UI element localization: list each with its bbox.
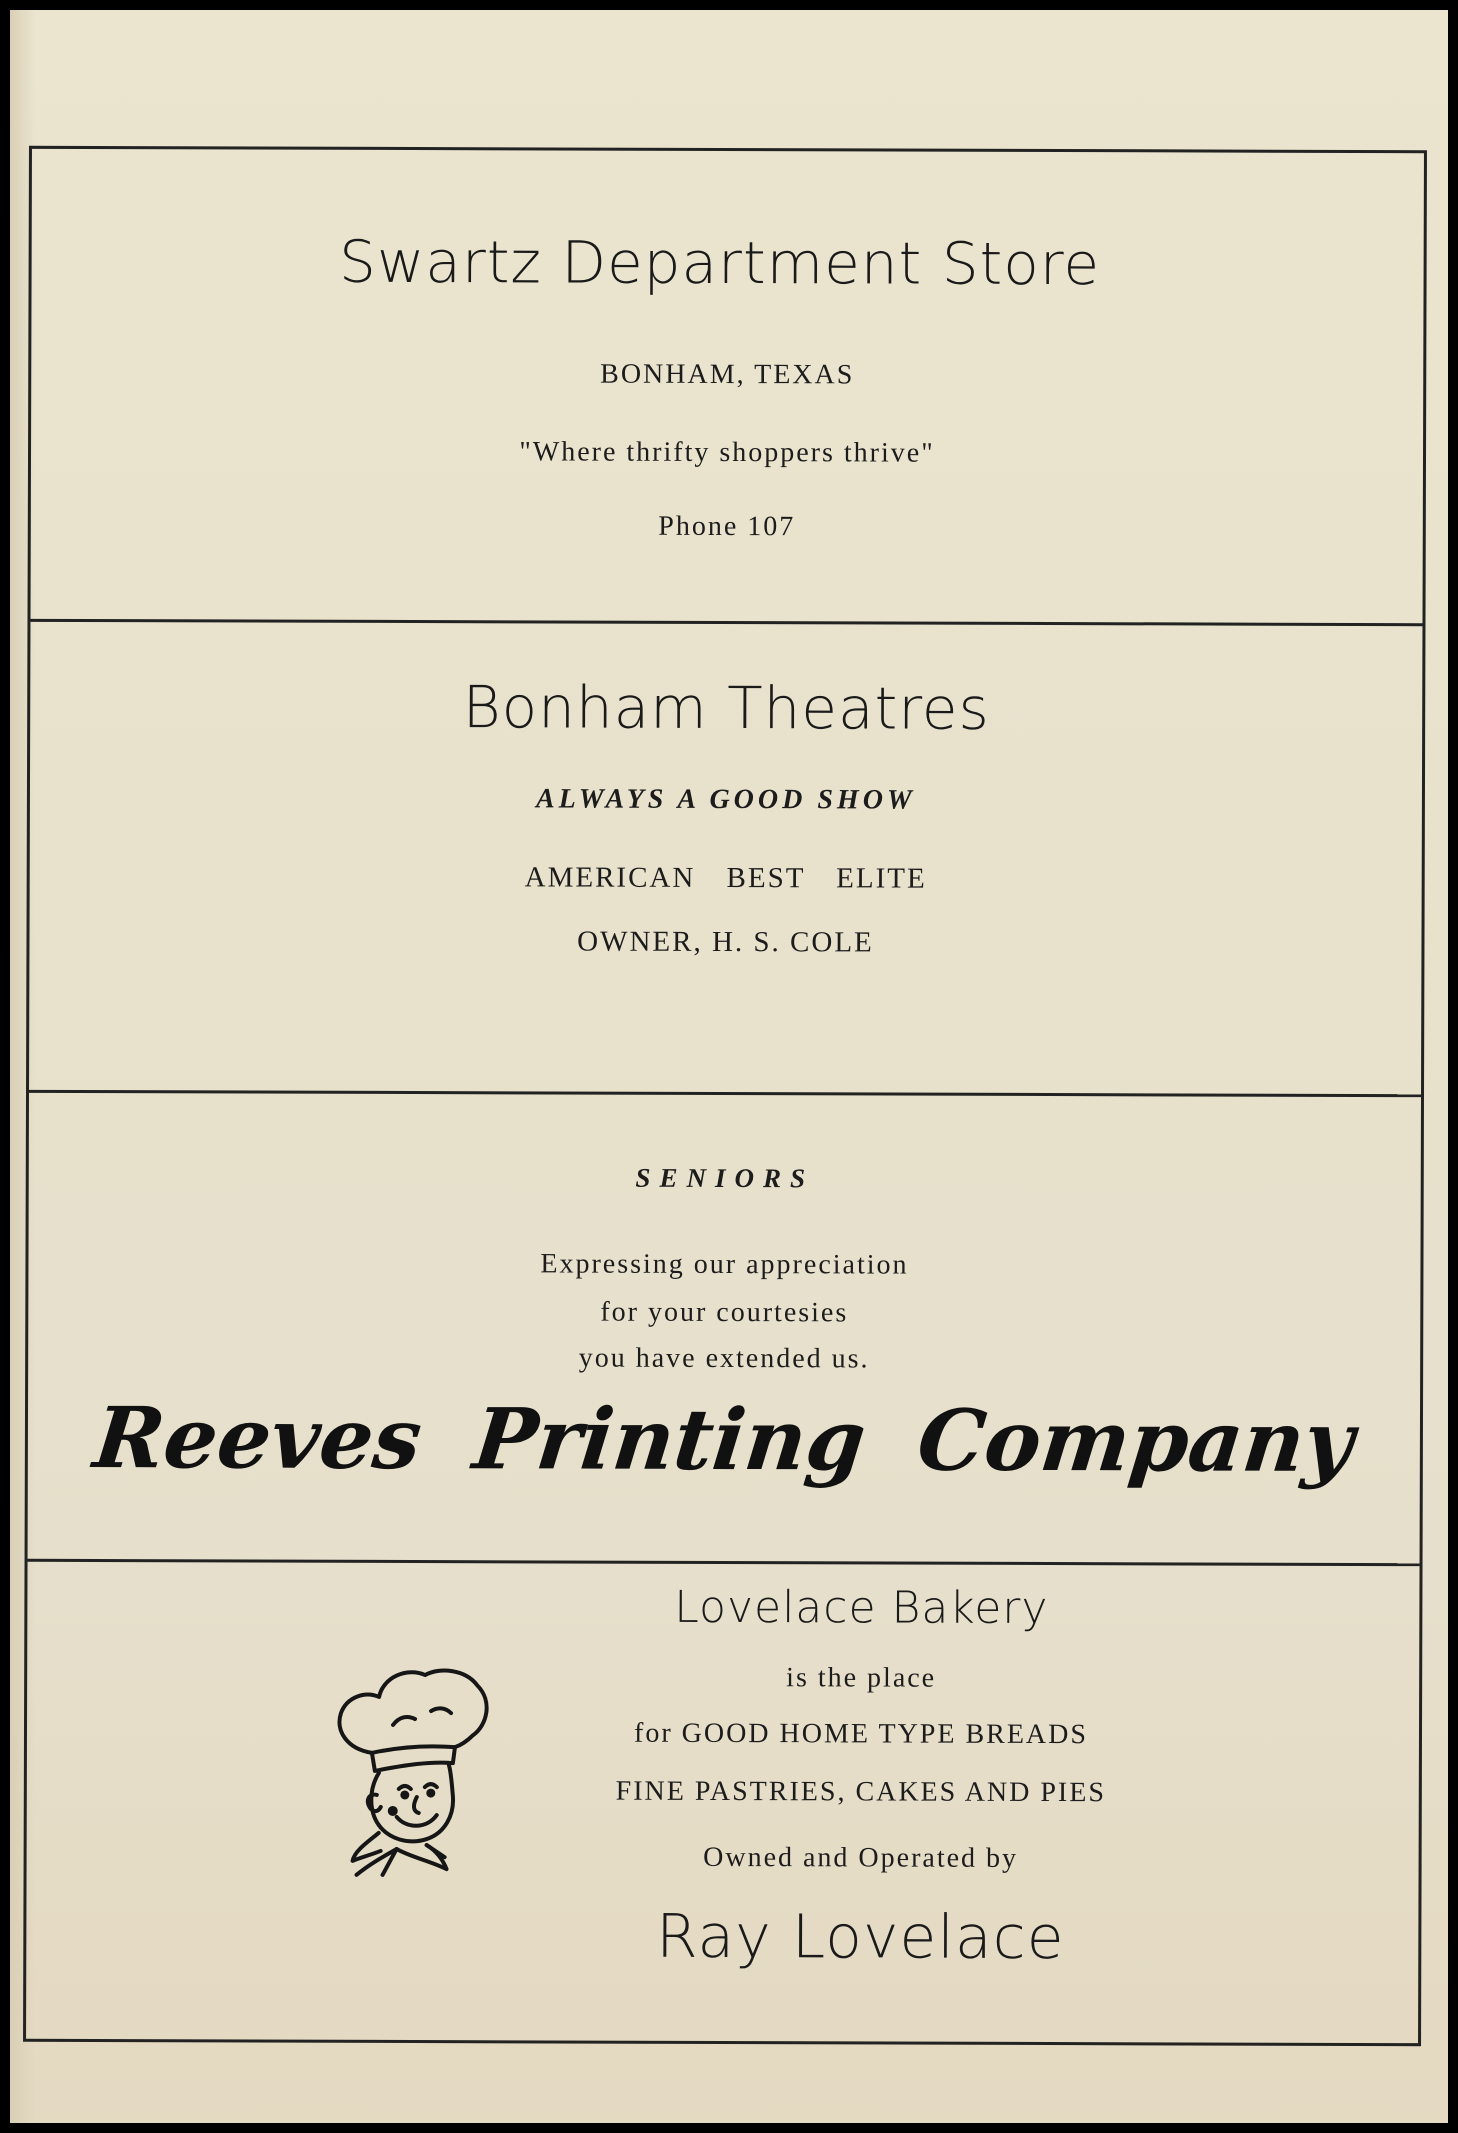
- reeves-company-name: Reeves Printing Company: [89, 1388, 1359, 1491]
- lovelace-line-4: Owned and Operated by: [703, 1841, 1019, 1874]
- reeves-line-1: Expressing our appreciation: [540, 1248, 909, 1281]
- theatres-tagline: ALWAYS A GOOD SHOW: [535, 783, 916, 816]
- lovelace-title: Lovelace Bakery: [674, 1581, 1049, 1635]
- lovelace-line-2: for GOOD HOME TYPE BREADS: [633, 1717, 1089, 1751]
- lovelace-line-1: is the place: [786, 1662, 937, 1694]
- theatres-ad: [29, 622, 1422, 1096]
- reeves-line-2: for your courtesies: [600, 1296, 849, 1329]
- yearbook-ad-page: [10, 10, 1448, 2123]
- theatres-title: Bonham Theatres: [462, 673, 990, 743]
- swartz-location: BONHAM, TEXAS: [600, 358, 855, 391]
- reeves-heading: SENIORS: [635, 1162, 815, 1194]
- lovelace-owner: Ray Lovelace: [655, 1901, 1065, 1974]
- reeves-ad: [28, 1093, 1421, 1563]
- swartz-title: Swartz Department Store: [339, 227, 1101, 299]
- lovelace-ad: [26, 1562, 1419, 2042]
- swartz-ad: [30, 149, 1423, 623]
- swartz-phone: Phone 107: [658, 510, 796, 543]
- lovelace-line-3: FINE PASTRIES, CAKES AND PIES: [615, 1775, 1107, 1809]
- reeves-line-3: you have extended us.: [578, 1342, 870, 1375]
- theatres-venues: AMERICAN BEST ELITE: [524, 861, 927, 895]
- advertisement-frame: [23, 146, 1427, 2046]
- swartz-slogan: "Where thrifty shoppers thrive": [519, 436, 935, 469]
- chef-icon: [327, 1661, 498, 1882]
- theatres-owner: OWNER, H. S. COLE: [577, 925, 874, 959]
